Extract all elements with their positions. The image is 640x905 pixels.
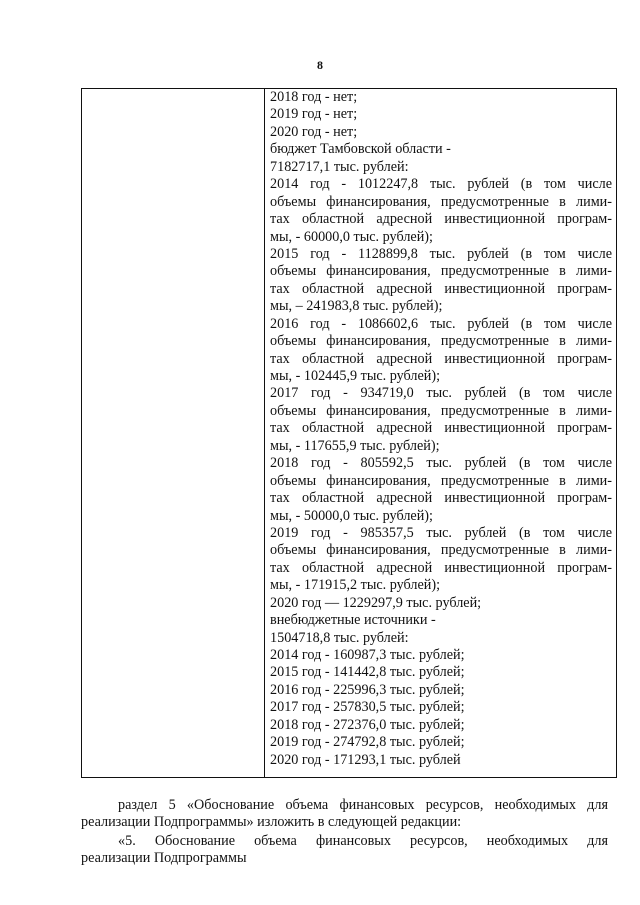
- funding-line: бюджет Тамбовской области -: [270, 141, 451, 158]
- amendment-paragraph-line-2: реализации Подпрограммы» изложить в следующей редакции:: [81, 814, 462, 830]
- funding-line: мы, - 117655,9 тыс. рублей);: [270, 437, 440, 454]
- funding-line: 2019 год - нет;: [270, 106, 358, 123]
- funding-line: тах областной адресной инвестиционной програм-: [270, 559, 612, 576]
- funding-line: 2015 год - 1128899,8 тыс. рублей (в том числе: [270, 245, 612, 262]
- funding-line: 2020 год - 171293,1 тыс. рублей: [270, 751, 461, 768]
- funding-line: объемы финансирования, предусмотренные в лими-: [270, 472, 612, 489]
- funding-line: мы, - 60000,0 тыс. рублей);: [270, 228, 433, 245]
- funding-volumes-cell: [270, 89, 612, 769]
- funding-line: внебюджетные источники -: [270, 612, 436, 629]
- section-heading-line-2: реализации Подпрограммы: [81, 850, 247, 866]
- amendment-paragraph-line-1: раздел 5 «Обоснование объема финансовых ресурсов, необходимых для: [118, 797, 608, 813]
- funding-line: 7182717,1 тыс. рублей:: [270, 158, 409, 175]
- funding-line: мы, - 50000,0 тыс. рублей);: [270, 507, 433, 524]
- funding-line: 2014 год - 160987,3 тыс. рублей;: [270, 647, 465, 663]
- table-column-divider: [264, 88, 265, 778]
- funding-line: тах областной адресной инвестиционной програм-: [270, 350, 612, 367]
- funding-line: тах областной адресной инвестиционной програм-: [270, 490, 612, 507]
- funding-line: 2018 год - 805592,5 тыс. рублей (в том числе: [270, 455, 612, 472]
- funding-line: тах областной адресной инвестиционной програм-: [270, 280, 612, 297]
- funding-line: тах областной адресной инвестиционной програм-: [270, 211, 612, 228]
- funding-line: объемы финансирования, предусмотренные в лими-: [270, 402, 612, 419]
- section-heading-line-1: «5. Обоснование объема финансовых ресурсов, необходимых для: [118, 833, 608, 849]
- funding-line: 2017 год - 257830,5 тыс. рублей;: [270, 699, 465, 716]
- funding-line: 2016 год - 1086602,6 тыс. рублей (в том числе: [270, 315, 612, 332]
- funding-line: 2018 год - 272376,0 тыс. рублей;: [270, 716, 465, 733]
- funding-line: объемы финансирования, предусмотренные в лими-: [270, 333, 612, 350]
- funding-line: 2020 год - нет;: [270, 123, 358, 140]
- funding-line: 2018 год - нет;: [270, 89, 358, 105]
- page-number: 8: [317, 58, 323, 72]
- funding-line: мы, - 102445,9 тыс. рублей);: [270, 368, 441, 384]
- funding-line: объемы финансирования, предусмотренные в лими-: [270, 263, 612, 280]
- funding-line: 1504718,8 тыс. рублей:: [270, 629, 409, 646]
- funding-line: мы, - 171915,2 тыс. рублей);: [270, 577, 441, 594]
- funding-line: 2014 год - 1012247,8 тыс. рублей (в том числе: [270, 176, 612, 193]
- funding-line: 2017 год - 934719,0 тыс. рублей (в том числе: [270, 385, 612, 402]
- funding-line: 2016 год - 225996,3 тыс. рублей;: [270, 681, 465, 698]
- funding-line: 2020 год — 1229297,9 тыс. рублей;: [270, 594, 482, 611]
- funding-line: 2015 год - 141442,8 тыс. рублей;: [270, 664, 465, 681]
- funding-line: 2019 год - 985357,5 тыс. рублей (в том числе: [270, 524, 612, 541]
- funding-line: тах областной адресной инвестиционной програм-: [270, 420, 612, 437]
- funding-line: 2019 год - 274792,8 тыс. рублей;: [270, 734, 465, 751]
- funding-line: мы, – 241983,8 тыс. рублей);: [270, 298, 443, 315]
- funding-line: объемы финансирования, предусмотренные в лими-: [270, 193, 612, 210]
- funding-line: объемы финансирования, предусмотренные в лими-: [270, 542, 612, 559]
